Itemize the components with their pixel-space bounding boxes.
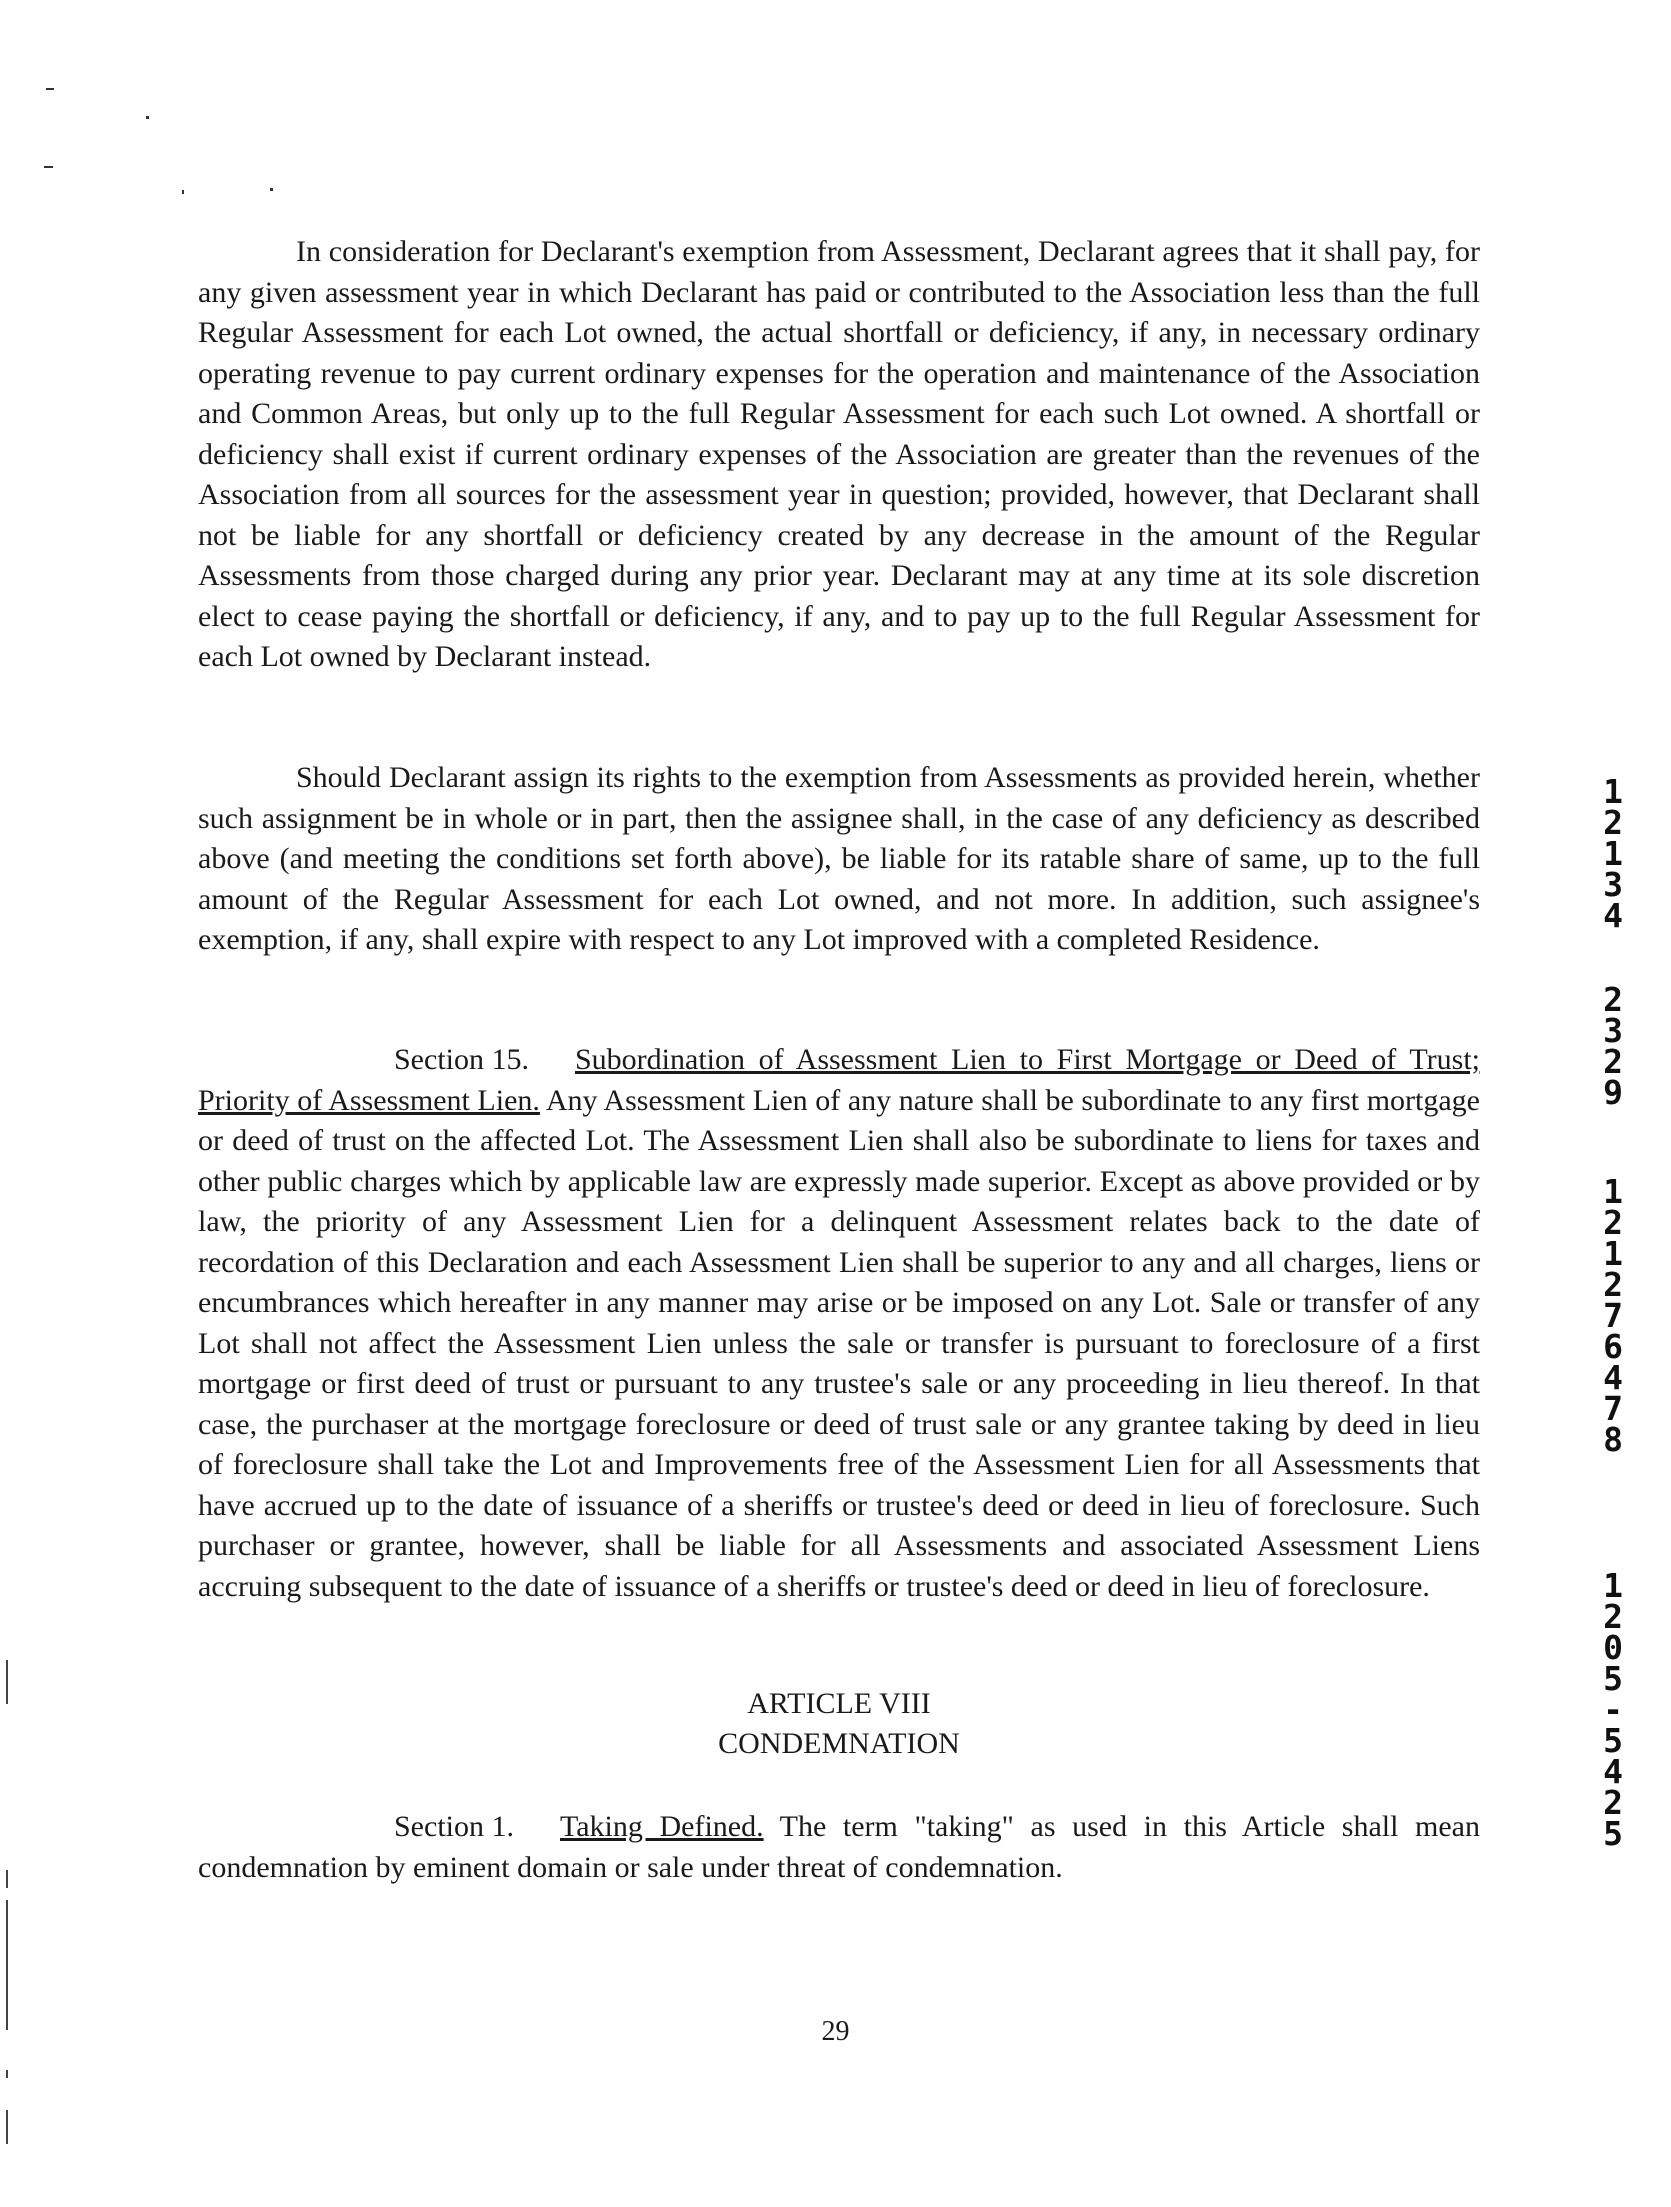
scan-speck (44, 166, 53, 168)
article-title: CONDEMNATION (718, 1727, 960, 1760)
margin-stamp: 12127 6478 (1603, 1172, 1623, 1459)
section-1-heading: Taking Defined. (560, 1810, 764, 1843)
margin-stamp: 1205 - 5425 (1603, 1566, 1623, 1853)
scan-edge-line (6, 1660, 8, 1704)
scan-speck (46, 88, 54, 90)
section-1-paragraph (198, 1807, 1480, 1888)
section-15-label: Section 15. (394, 1043, 529, 1076)
scan-speck (146, 116, 149, 119)
section-1-body: The term "taking" as used in this Article shall mean condemnation by eminent domain or sale under threat of condemnation. (198, 1810, 1480, 1884)
section-15-heading: Subordination of Assessment Lien to First Mortgage or Deed of Trust; Priority of Assessment Lien. (198, 1043, 1480, 1117)
scan-edge-line (6, 1900, 8, 2030)
margin-stamp: 12134 (1603, 772, 1623, 935)
scan-speck (270, 188, 273, 191)
page-number: 29 (821, 2016, 850, 2047)
scan-edge-line (6, 2070, 8, 2078)
scan-edge-line (6, 2110, 8, 2144)
scan-speck (182, 190, 184, 194)
section-1-label: Section 1. (394, 1810, 514, 1843)
section-15-body: Any Assessment Lien of any nature shall be subordinate to any first mortgage or deed of trust on the affected Lot. The Assessment Lien shall also be subordinate to liens for taxes and other public charges which by applicable law are expressly made superior. Except as above provided or by law, the priority of any Assessment Lien for a delinquent Assessment relates back to the date of recordation of this Declaration and each Assessment Lien shall be superior to any and all charges, liens or encumbrances which hereafter in any manner may arise or be imposed on any Lot. Sale or transfer of any Lot shall not affect the Assessment Lien unless the sale or transfer is pursuant to foreclosure of a first mortgage or first deed of trust or pursuant to any trustee's sale or any proceeding in lieu thereof. In that case, the purchaser at the mortgage foreclosure or deed of trust sale or any grantee taking by deed in lieu of foreclosure shall take the Lot and Improvements free of the Assessment Lien for all Assessments that have accrued up to the date of issuance of a sheriffs or trustee's deed or deed in lieu of foreclosure. Such purchaser or grantee, however, shall be liable for all Assessments and associated Assessment Liens accruing subsequent to the date of issuance of a sheriffs or trustee's deed or deed in lieu of foreclosure. (198, 1083, 1480, 1603)
section-15-paragraph (198, 1040, 1480, 1607)
scan-edge-line (6, 1870, 8, 1888)
margin-stamp: 2329 (1603, 980, 1623, 1112)
paragraph-assignee-exemption: Should Declarant assign its rights to the exemption from Assessments as provided herein, whether such assignment be in whole or in part, then the assignee shall, in the case of any deficiency as described above (and meeting the conditions set forth above), be liable for its ratable share of same, up to the full amount of the Regular Assessment for each Lot owned, and not more. In addition, such assignee's exemption, if any, shall expire with respect to any Lot improved with a completed Residence. (198, 761, 1480, 956)
paragraph-declarant-shortfall: In consideration for Declarant's exemption from Assessment, Declarant agrees that it shall pay, for any given assessment year in which Declarant has paid or contributed to the Association less than the full Regular Assessment for each Lot owned, the actual shortfall or deficiency, if any, in necessary ordinary operating revenue to pay current ordinary expenses for the operation and maintenance of the Association and Common Areas, but only up to the full Regular Assessment for each such Lot owned. A shortfall or deficiency shall exist if current ordinary expenses of the Association are greater than the revenues of the Association from all sources for the assessment year in question; provided, however, that Declarant shall not be liable for any shortfall or deficiency created by any decrease in the amount of the Regular Assessments from those charged during any prior year. Declarant may at any time at its sole discretion elect to cease paying the shortfall or deficiency, if any, and to pay up to the full Regular Assessment for each Lot owned by Declarant instead. (198, 235, 1480, 673)
article-number: ARTICLE VIII (747, 1687, 931, 1720)
article-heading (198, 1684, 1480, 1764)
